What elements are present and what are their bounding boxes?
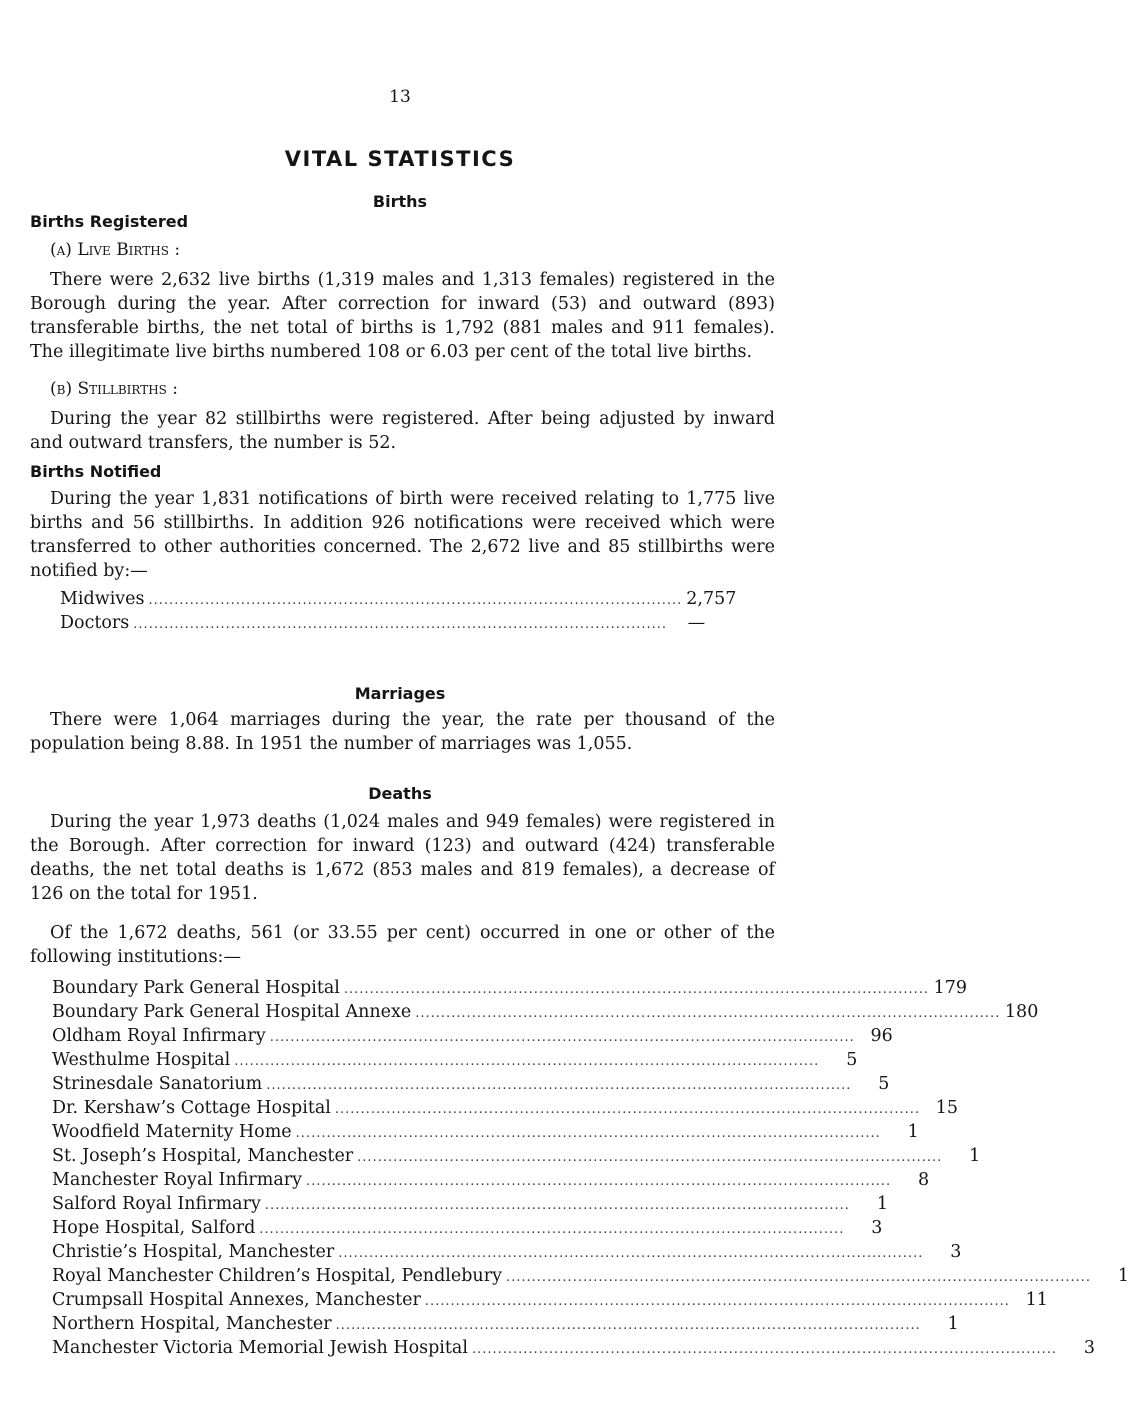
death-count: 96 bbox=[870, 1026, 893, 1046]
institution-name: Boundary Park General Hospital bbox=[52, 978, 340, 998]
dot-leader: .................................................................................................................. bbox=[295, 1126, 881, 1141]
notifier-count: — bbox=[687, 613, 706, 633]
page-number: 13 bbox=[389, 87, 411, 107]
marriages-paragraph: There were 1,064 marriages during the year, the rate per thousand of the population being 8.88. In 1951 the number of marriages was 1,055. bbox=[30, 710, 775, 754]
dot-leader: .................................................................................................................. bbox=[264, 1198, 850, 1213]
dot-leader: .................................................................................................................. bbox=[234, 1054, 820, 1069]
death-count: 11 bbox=[1025, 1290, 1048, 1310]
table-row bbox=[52, 976, 967, 1000]
institution-name: Manchester Royal Infirmary bbox=[52, 1170, 303, 1190]
notifier-count: 2,757 bbox=[686, 589, 737, 609]
dot-leader: .................................................................................................................. bbox=[415, 1006, 1001, 1021]
dot-leader: .................................................................................................................. bbox=[335, 1318, 921, 1333]
dot-leader: .................................................................................................................. bbox=[338, 1246, 924, 1261]
live-births-label-text: (a) Live Births : bbox=[50, 240, 181, 260]
page-title: VITAL STATISTICS bbox=[284, 147, 516, 171]
institution-name: Boundary Park General Hospital Annexe bbox=[52, 1002, 412, 1022]
dot-leader: .................................................................................................................. bbox=[343, 982, 929, 997]
notifier-name: Doctors bbox=[60, 613, 130, 633]
deaths-paragraph-2: Of the 1,672 deaths, 561 (or 33.55 per cent) occurred in one or other of the following institutions:— bbox=[30, 923, 775, 967]
table-row bbox=[52, 1000, 1039, 1024]
stillbirths-paragraph: During the year 82 stillbirths were registered. After being adjusted by inward and outward transfers, the number is 52. bbox=[30, 409, 775, 453]
table-row bbox=[52, 1336, 1096, 1360]
table-row bbox=[52, 1120, 919, 1144]
death-count: 3 bbox=[1083, 1338, 1096, 1358]
death-count: 1 bbox=[969, 1146, 981, 1166]
notified-by-list bbox=[60, 587, 737, 635]
births-notified-heading: Births Notified bbox=[30, 462, 162, 481]
table-row bbox=[52, 1048, 858, 1072]
deaths-paragraph-1: During the year 1,973 deaths (1,024 males and 949 females) were registered in the Borough. After correction for inward (123) and outward (424) transferable deaths, the net total deaths is 1,672 (853 males and 819 females), a decrease of 126 on the total for 1951. bbox=[30, 812, 775, 904]
death-count: 5 bbox=[878, 1074, 890, 1094]
dot-leader: .................................................................................................................. bbox=[306, 1174, 892, 1189]
stillbirths-label bbox=[50, 379, 178, 399]
list-item bbox=[60, 611, 706, 635]
marriages-heading: Marriages bbox=[354, 684, 446, 703]
institution-name: Salford Royal Infirmary bbox=[52, 1194, 261, 1214]
notifier-name: Midwives bbox=[60, 589, 145, 609]
births-notified-paragraph: During the year 1,831 notifications of birth were received relating to 1,775 live births and 56 stillbirths. In addition 926 notifications were received which were transferred to other authorities concerned. The 2,672 live and 85 stillbirths were notified by:— bbox=[30, 489, 775, 581]
institution-name: Northern Hospital, Manchester bbox=[52, 1314, 332, 1334]
table-row bbox=[52, 1264, 1129, 1288]
table-row bbox=[52, 1024, 893, 1048]
death-count: 1 bbox=[876, 1194, 888, 1214]
death-count: 3 bbox=[871, 1218, 883, 1238]
death-count: 8 bbox=[918, 1170, 930, 1190]
dot-leader: .................................................................................................................. bbox=[334, 1102, 920, 1117]
live-births-paragraph: There were 2,632 live births (1,319 males and 1,313 females) registered in the Borough during the year. After correction for inward (53) and outward (893) transferable births, the net total of births is 1,792 (881 males and 911 females). The illegitimate live births numbered 108 or 6.03 per cent of the total live births. bbox=[30, 270, 775, 362]
dot-leader: .................................................................................................................. bbox=[471, 1342, 1058, 1357]
institution-name: Manchester Victoria Memorial Jewish Hospital bbox=[52, 1338, 468, 1358]
table-row bbox=[52, 1144, 981, 1168]
institution-name: St. Joseph’s Hospital, Manchester bbox=[52, 1146, 354, 1166]
deaths-heading: Deaths bbox=[368, 784, 432, 803]
list-item bbox=[60, 587, 737, 611]
institutions-list bbox=[52, 976, 1129, 1360]
death-count: 1 bbox=[907, 1122, 919, 1142]
table-row bbox=[52, 1168, 930, 1192]
table-row bbox=[52, 1216, 883, 1240]
death-count: 15 bbox=[935, 1098, 958, 1118]
institution-name: Strinesdale Sanatorium bbox=[52, 1074, 263, 1094]
death-count: 5 bbox=[846, 1050, 858, 1070]
table-row bbox=[52, 1072, 890, 1096]
institution-name: Crumpsall Hospital Annexes, Manchester bbox=[52, 1290, 421, 1310]
dot-leader: .................................................................................................................. bbox=[269, 1030, 855, 1045]
death-count: 1 bbox=[1117, 1266, 1129, 1286]
table-row bbox=[52, 1312, 959, 1336]
dot-leader: ........................................................................................................ bbox=[133, 617, 668, 632]
dot-leader: .................................................................................................................. bbox=[259, 1222, 845, 1237]
death-count: 3 bbox=[950, 1242, 962, 1262]
institution-name: Woodfield Maternity Home bbox=[52, 1122, 292, 1142]
table-row bbox=[52, 1288, 1048, 1312]
births-heading: Births bbox=[372, 192, 428, 211]
table-row bbox=[52, 1240, 962, 1264]
births-registered-heading: Births Registered bbox=[30, 212, 189, 231]
dot-leader: .................................................................................................................. bbox=[266, 1078, 852, 1093]
live-births-label bbox=[50, 240, 180, 260]
stillbirths-label-text: (b) Stillbirths : bbox=[50, 379, 179, 399]
table-row bbox=[52, 1096, 958, 1120]
dot-leader: .................................................................................................................. bbox=[505, 1270, 1092, 1285]
institution-name: Westhulme Hospital bbox=[52, 1050, 231, 1070]
institution-name: Christie’s Hospital, Manchester bbox=[52, 1242, 335, 1262]
death-count: 1 bbox=[947, 1314, 959, 1334]
death-count: 179 bbox=[933, 978, 967, 998]
dot-leader: ........................................................................................................ bbox=[148, 593, 683, 608]
institution-name: Dr. Kershaw’s Cottage Hospital bbox=[52, 1098, 331, 1118]
dot-leader: .................................................................................................................. bbox=[424, 1294, 1010, 1309]
death-count: 180 bbox=[1004, 1002, 1039, 1022]
dot-leader: .................................................................................................................. bbox=[357, 1150, 943, 1165]
table-row bbox=[52, 1192, 888, 1216]
institution-name: Royal Manchester Children’s Hospital, Pendlebury bbox=[52, 1266, 502, 1286]
institution-name: Oldham Royal Infirmary bbox=[52, 1026, 266, 1046]
institution-name: Hope Hospital, Salford bbox=[52, 1218, 256, 1238]
